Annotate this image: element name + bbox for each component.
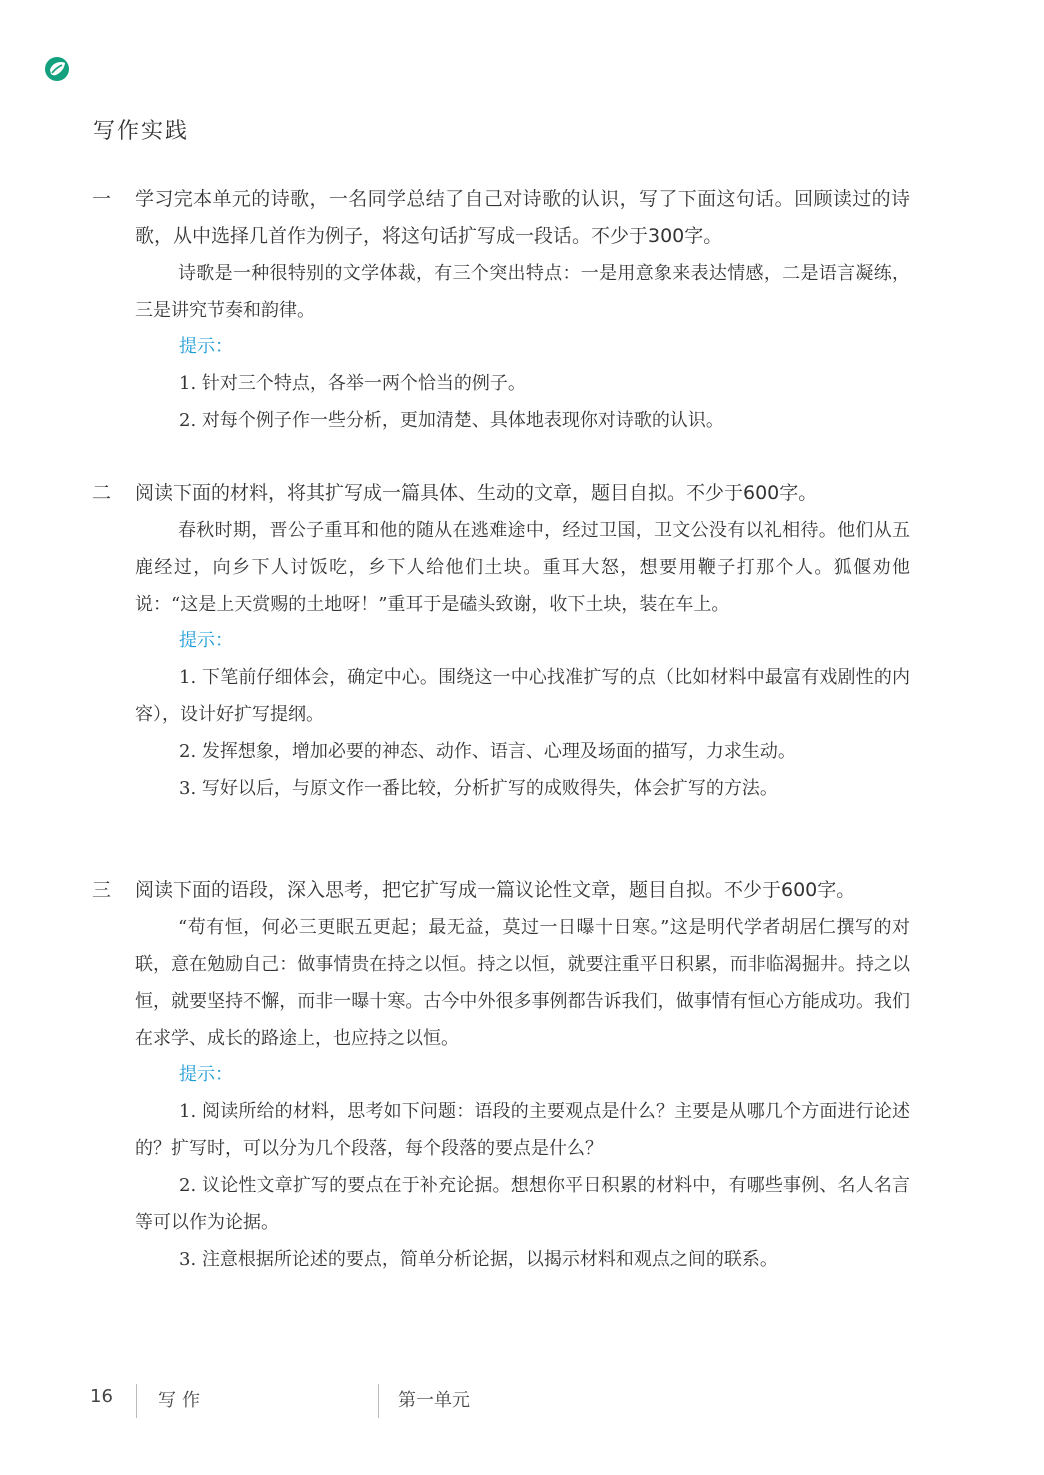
hint-item: 3. 注意根据所论述的要点，简单分析论据，以揭示材料和观点之间的联系。 [179, 1249, 778, 1270]
hint-item: 3. 写好以后，与原文作一番比较，分析扩写的成败得失，体会扩写的方法。 [179, 778, 778, 799]
page-footer [0, 1384, 1044, 1424]
task-number: 一 [92, 188, 112, 210]
hint-label: 提示： [179, 336, 233, 357]
task-prompt: 阅读下面的语段，深入思考，把它扩写成一篇议论性文章，题目自拟。不少于600字。 [135, 879, 856, 901]
footer-section: 写作 [158, 1390, 206, 1411]
hint-item: 1. 阅读所给的材料，思考如下问题：语段的主要观点是什么？主要是从哪几个方面进行论述的？扩写时，可以分为几个段落，每个段落的要点是什么？ [135, 1101, 910, 1159]
task-prompt: 学习完本单元的诗歌，一名同学总结了自己对诗歌的认识，写了下面这句话。回顾读过的诗歌，从中选择几首作为例子，将这句话扩写成一段话。不少于300字。 [135, 188, 910, 247]
hint-item: 1. 针对三个特点，各举一两个恰当的例子。 [179, 373, 526, 394]
task-material: 春秋时期，晋公子重耳和他的随从在逃难途中，经过卫国，卫文公没有以礼相待。他们从五鹿经过，向乡下人讨饭吃，乡下人给他们土块。重耳大怒，想要用鞭子打那个人。狐偃劝他说：“这是上天赏赐的土地呀！”重耳于是磕头致谢，收下土块，装在车上。 [135, 520, 910, 615]
hint-label: 提示： [179, 630, 233, 651]
footer-divider [378, 1384, 379, 1418]
task-3 [92, 872, 910, 1278]
hint-item: 2. 发挥想象，增加必要的神态、动作、语言、心理及场面的描写，力求生动。 [179, 741, 796, 762]
hint-item: 1. 下笔前仔细体会，确定中心。围绕这一中心找准扩写的点（比如材料中最富有戏剧性的内容），设计好扩写提纲。 [135, 667, 910, 725]
hint-label: 提示： [179, 1064, 233, 1085]
task-number: 二 [92, 482, 112, 504]
page-heading: 写作实践 [93, 119, 190, 144]
hint-item: 2. 对每个例子作一些分析，更加清楚、具体地表现你对诗歌的认识。 [179, 410, 724, 431]
task-1 [92, 181, 910, 439]
page-number: 16 [90, 1386, 113, 1407]
task-2 [92, 475, 910, 807]
task-material: 诗歌是一种很特别的文学体裁，有三个突出特点：一是用意象来表达情感，二是语言凝练，三是讲究节奏和韵律。 [135, 263, 910, 321]
footer-unit: 第一单元 [398, 1390, 470, 1411]
hint-item: 2. 议论性文章扩写的要点在于补充论据。想想你平日积累的材料中，有哪些事例、名人名言等可以作为论据。 [135, 1175, 910, 1233]
task-material: “苟有恒，何必三更眠五更起；最无益，莫过一日曝十日寒。”这是明代学者胡居仁撰写的对联，意在勉励自己：做事情贵在持之以恒。持之以恒，就要注重平日积累，而非临渴掘井。持之以恒，就要坚持不懈，而非一曝十寒。古今中外很多事例都告诉我们，做事情有恒心方能成功。我们在求学、成长的路途上，也应持之以恒。 [135, 917, 910, 1049]
task-number: 三 [92, 879, 112, 901]
footer-divider [136, 1384, 137, 1418]
task-prompt: 阅读下面的材料，将其扩写成一篇具体、生动的文章，题目自拟。不少于600字。 [135, 482, 818, 504]
